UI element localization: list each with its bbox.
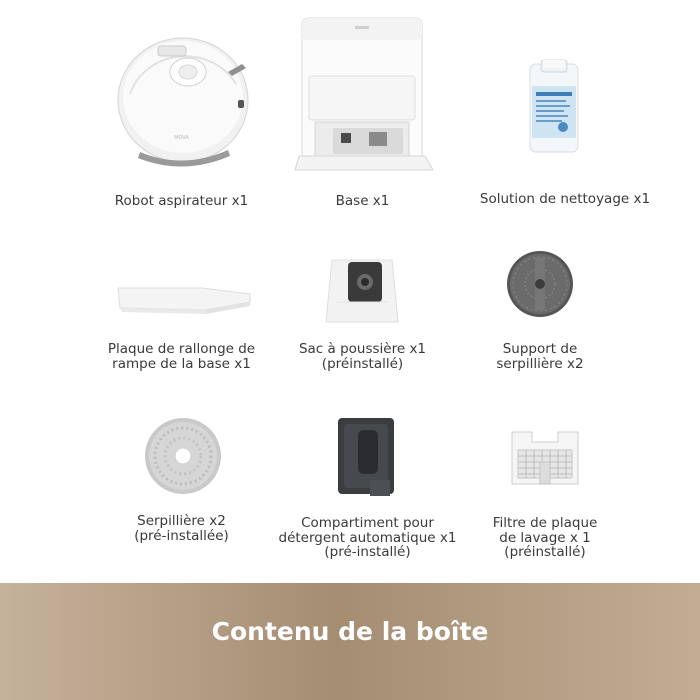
item-label: Solution de nettoyage x1 [479,191,651,207]
mop-holder-icon [445,250,635,415]
robot-vacuum-icon [70,22,303,187]
item-label: Compartiment pour détergent automatique x1 (pré-installé) [278,515,457,560]
item-label: Serpillière x2 (pré-installée) [134,513,229,544]
item-mop-pad [70,412,303,602]
item-label: Sac à poussière x1 (préinstallé) [298,341,427,372]
item-detergent-compartment [270,414,465,604]
item-label: Support de serpillière x2 [496,341,584,372]
cleaning-solution-bottle-icon [445,30,685,195]
ramp-extension-plate-icon [70,246,303,411]
robot-brand-text: MOVA [174,135,189,141]
item-label: Robot aspirateur x1 [114,193,249,209]
item-mop-holder [445,250,635,440]
item-base-station [275,10,450,209]
item-ramp-extension [70,246,303,436]
item-cleaning-solution [445,30,685,220]
banner [0,583,700,700]
item-label: Plaque de rallonge de rampe de la base x1 [107,341,256,372]
item-label: Filtre de plaque de lavage x 1 (préinstallé) [492,515,598,560]
item-label: Base x1 [335,193,390,209]
base-station-icon [275,10,450,175]
dust-bag-icon [270,256,455,421]
washboard-filter-icon [450,424,640,589]
banner-title: Contenu de la boîte [211,617,489,646]
item-robot-vacuum [70,22,303,212]
